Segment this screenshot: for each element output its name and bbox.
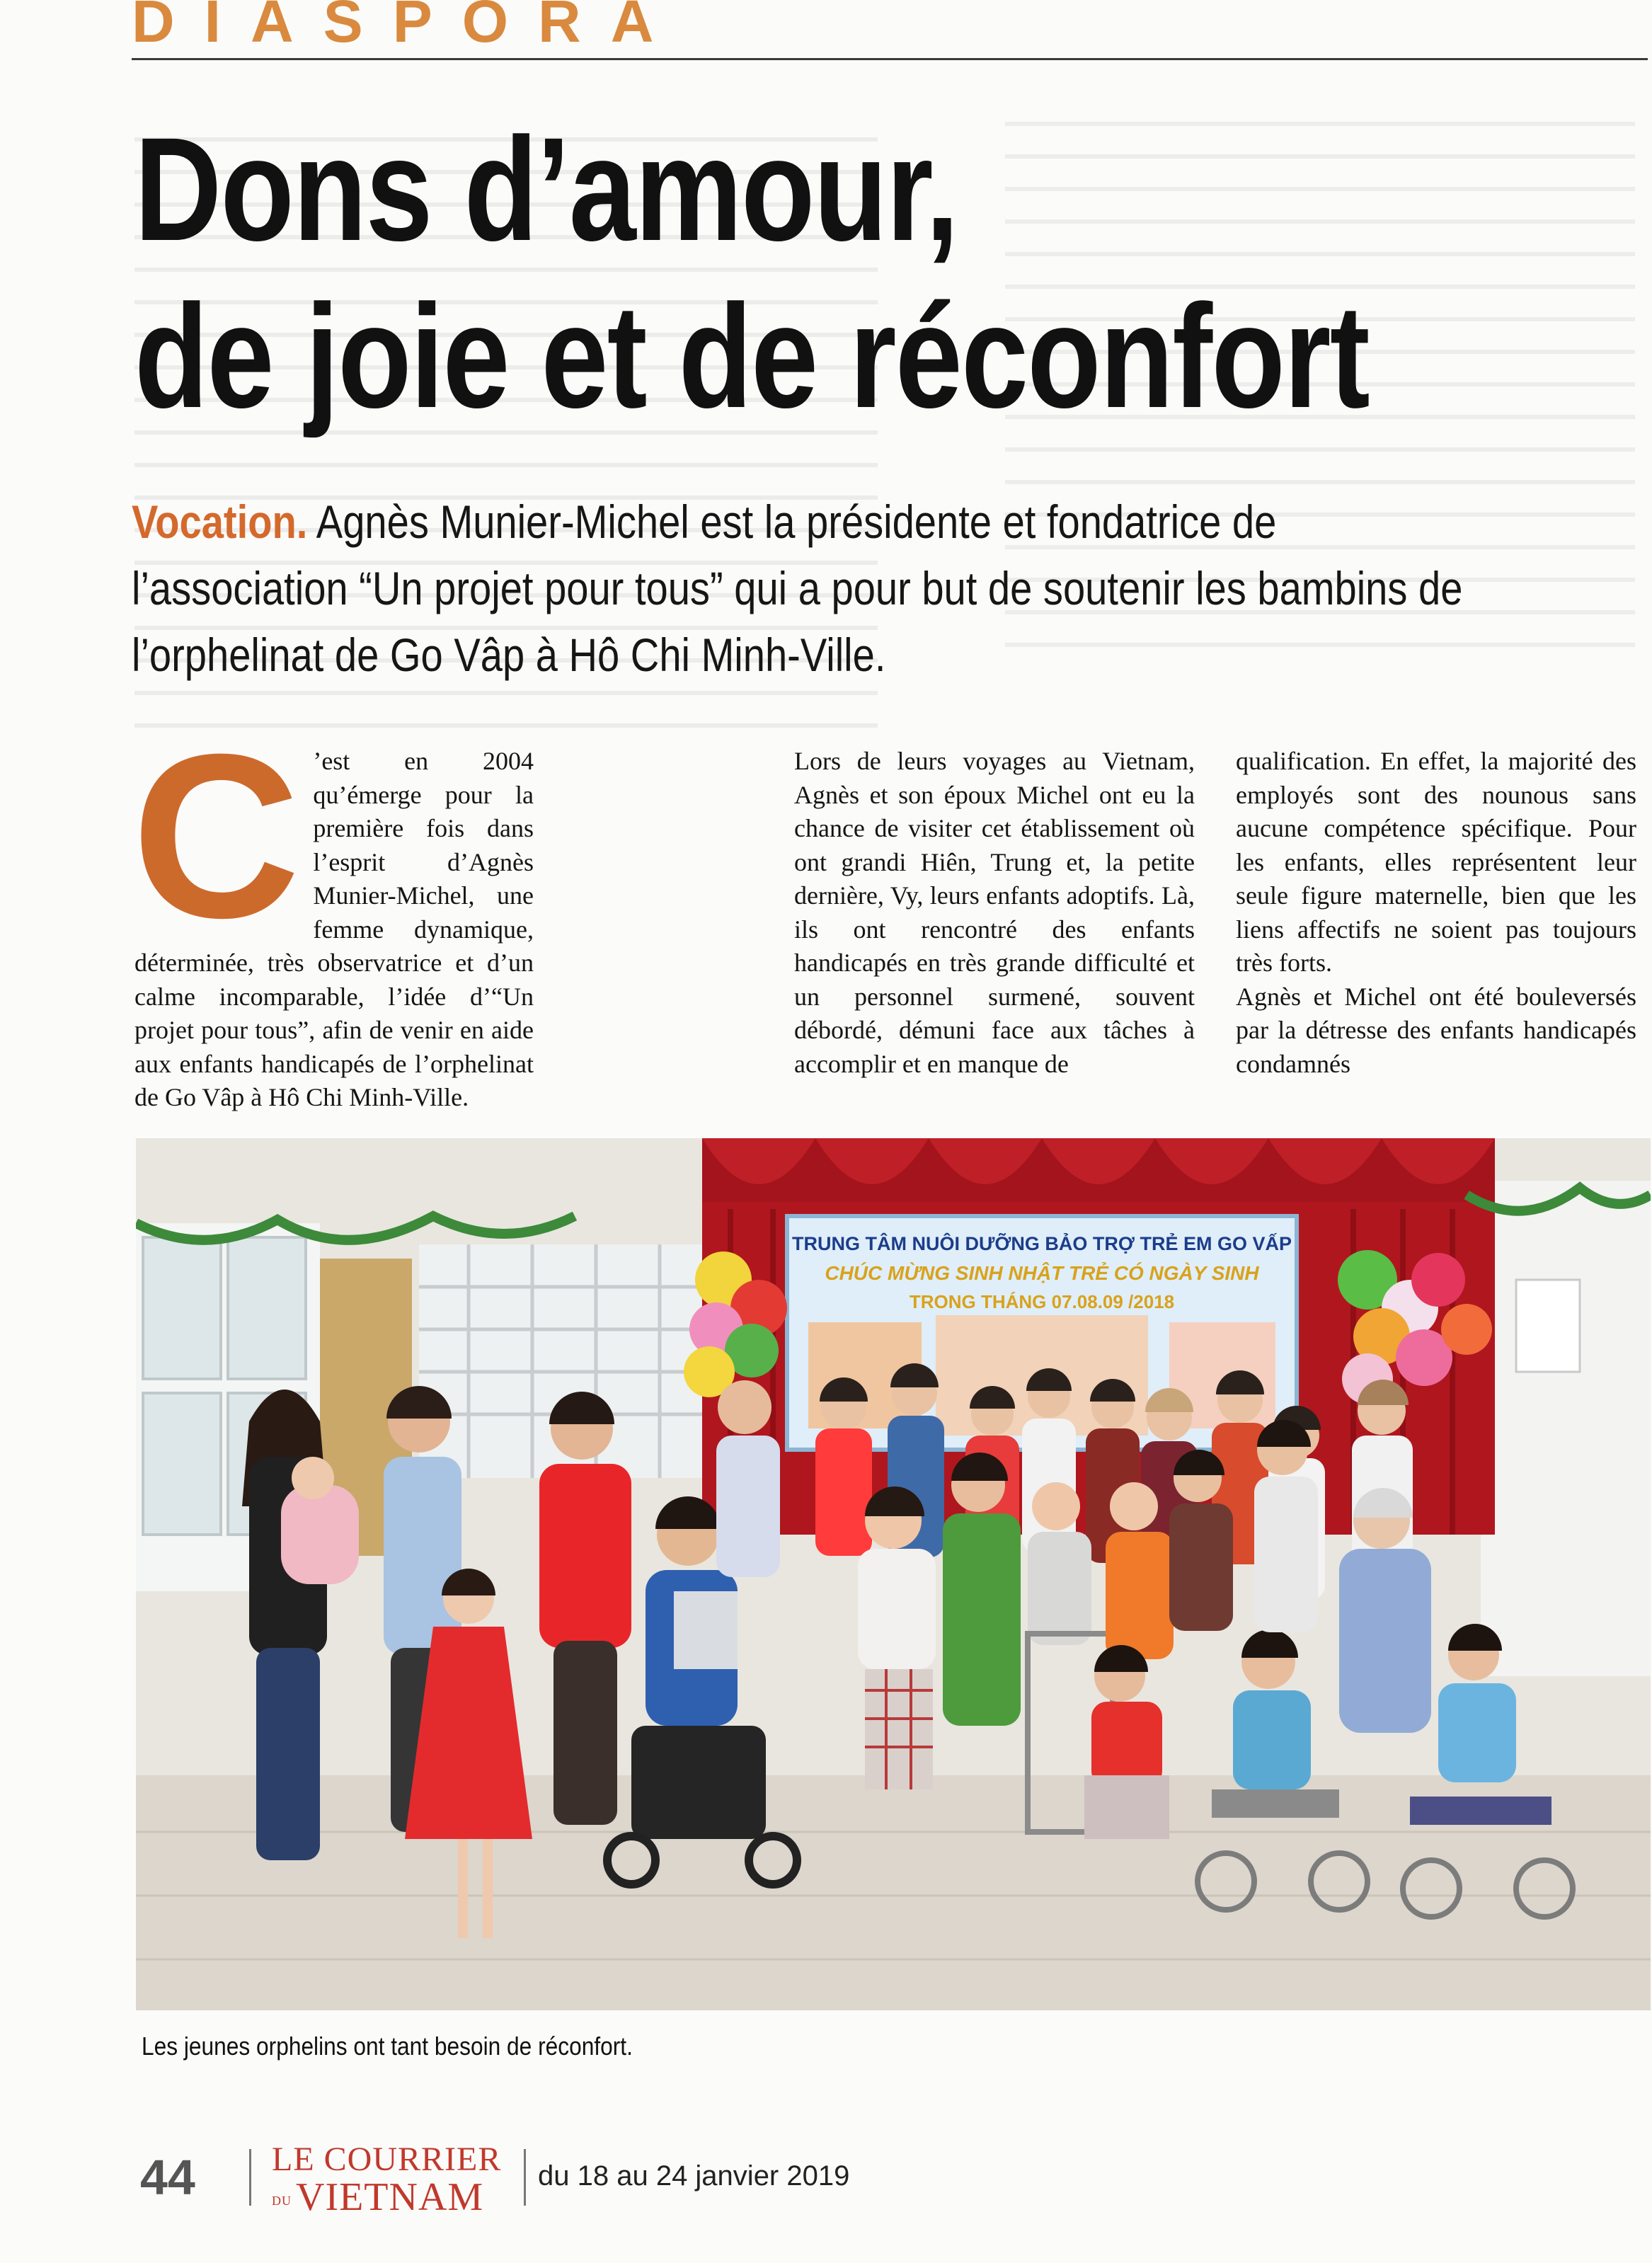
page-number: 44	[140, 2150, 195, 2205]
top-rule	[132, 58, 1648, 60]
column-3-paragraph-2: Agnès et Michel ont été bouleversés par la détresse des enfants handicapés condamnés	[1236, 982, 1636, 1078]
article-column-1	[132, 705, 534, 1115]
logo-vietnam: VIETNAM	[296, 2175, 484, 2219]
column-1-text: ’est en 2004 qu’émerge pour la première fois dans l’esprit d’Agnès Munier-Michel, une femme dynamique, déterminée, très observatrice et d’un calme incomparable, l’idée d’“Un projet pour tous”, afin de venir en aide aux enfants handicapés de l’orphelinat de Go Vâp à Hô Chi Minh-Ville.	[134, 747, 534, 1111]
section-label: DIASPORA	[132, 0, 684, 55]
footer-divider	[249, 2149, 251, 2206]
lead-text: Agnès Munier-Michel est la présidente et fondatrice de l’association “Un projet pour tous” qui a pour but de soutenir les bambins de l’orphelinat de Go Vâp à Hô Chi Minh-Ville.	[132, 495, 1463, 681]
photo-caption: Les jeunes orphelins ont tant besoin de réconfort.	[142, 2032, 633, 2061]
lead-paragraph	[132, 488, 1486, 688]
article-column-2: Lors de leurs voyages au Vietnam, Agnès et son époux Michel ont eu la chance de visiter cet établissement où ont grandi Hiên, Trung et, la petite dernière, Vy, leurs enfants adoptifs. Là, ils ont rencontré des enfants handicapés en très grande difficulté et un personnel surmené, souvent débordé, démuni face aux tâches à accomplir et en manque de	[794, 747, 1195, 1078]
article-column-3	[1236, 745, 1636, 1081]
lead-keyword: Vocation.	[132, 495, 308, 548]
issue-date: du 18 au 24 janvier 2019	[538, 2160, 850, 2192]
headline-line-1: Dons d’amour,	[134, 108, 958, 272]
footer-divider-2	[524, 2149, 526, 2206]
group-photo	[136, 1138, 1651, 2010]
logo-line-1: LE COURRIER	[272, 2141, 502, 2178]
banner-line-1: TRUNG TÂM NUÔI DƯỠNG BẢO TRỢ TRẺ EM GO VẤP	[792, 1233, 1292, 1254]
banner-line-2: CHÚC MỪNG SINH NHẬT TRẺ CÓ NGÀY SINH	[825, 1262, 1259, 1284]
publication-logo	[272, 2142, 501, 2221]
headline	[134, 106, 1369, 440]
drop-cap: C	[132, 705, 301, 966]
group-photo-illustration	[136, 1138, 1651, 2010]
banner-line-3: TRONG THÁNG 07.08.09 /2018	[909, 1291, 1175, 1312]
logo-du: DU	[272, 2194, 292, 2208]
logo-line-2	[272, 2177, 501, 2221]
headline-line-2: de joie et de réconfort	[134, 275, 1369, 439]
column-3-paragraph-1: qualification. En effet, la majorité des employés sont des nounous sans aucune compétence spécifique. Pour les enfants, elles représentent leur seule figure maternelle, bien que les liens affectifs ne soient pas toujours très forts.	[1236, 747, 1636, 977]
